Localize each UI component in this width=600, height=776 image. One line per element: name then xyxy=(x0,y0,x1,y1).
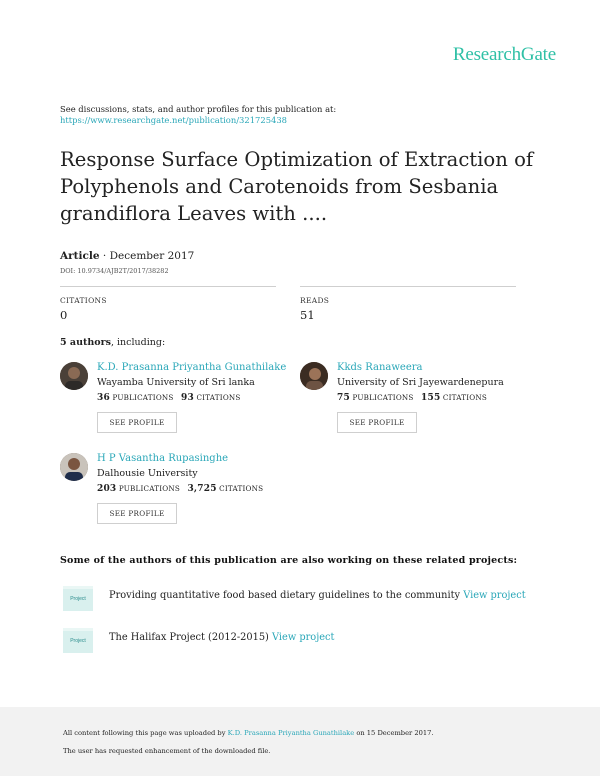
project-icon: Project xyxy=(63,586,93,611)
related-projects-heading: Some of the authors of this publication are also working on these related projects: xyxy=(60,555,518,566)
author-stats xyxy=(97,393,241,403)
researchgate-logo[interactable]: ResearchGate xyxy=(452,44,556,65)
authors-suffix: , including: xyxy=(110,337,166,348)
author-publications-count: 36 xyxy=(97,393,110,403)
discussion-note xyxy=(60,104,336,126)
project-title: The Halifax Project (2012-2015) xyxy=(109,632,269,643)
publication-meta xyxy=(60,250,194,262)
see-profile-button[interactable]: SEE PROFILE xyxy=(97,412,177,433)
publication-date: · December 2017 xyxy=(99,250,195,262)
doi: DOI: 10.9734/AJB2T/2017/38282 xyxy=(60,267,169,275)
project-text xyxy=(109,632,334,643)
author-name[interactable]: K.D. Prasanna Priyantha Gunathilake xyxy=(97,362,287,373)
author-citations-label: CITATIONS xyxy=(219,484,264,493)
citations-value: 0 xyxy=(60,308,68,322)
upload-suffix: on 15 December 2017. xyxy=(356,729,434,737)
reads-label: READS xyxy=(300,296,330,305)
author-name[interactable]: Kkds Ranaweera xyxy=(337,362,423,373)
citations-stat xyxy=(60,286,276,322)
discussion-text: See discussions, stats, and author profiles for this publication at: xyxy=(60,104,337,114)
publication-title: Response Surface Optimization of Extraction of Polyphenols and Carotenoids from Sesbania grandiflora Leaves with .... xyxy=(60,148,534,225)
view-project-link[interactable]: View project xyxy=(463,590,526,601)
author-institution: Dalhousie University xyxy=(97,468,198,479)
author-institution: Wayamba University of Sri lanka xyxy=(97,377,255,388)
author-publications-count: 75 xyxy=(337,393,350,403)
author-citations-label: CITATIONS xyxy=(442,393,487,402)
author-institution: University of Sri Jayewardenepura xyxy=(337,377,504,388)
author-citations-count: 93 xyxy=(181,393,194,403)
reads-value: 51 xyxy=(300,308,315,322)
enhancement-note: The user has requested enhancement of the downloaded file. xyxy=(63,747,271,755)
author-publications-label: PUBLICATIONS xyxy=(118,484,180,493)
authors-heading xyxy=(60,337,165,348)
uploader-link[interactable]: K.D. Prasanna Priyantha Gunathilake xyxy=(227,729,355,737)
author-stats xyxy=(337,393,487,403)
project-icon: Project xyxy=(63,628,93,653)
view-project-link[interactable]: View project xyxy=(272,632,335,643)
author-name[interactable]: H P Vasantha Rupasinghe xyxy=(97,453,229,464)
author-publications-label: PUBLICATIONS xyxy=(112,393,174,402)
reads-stat xyxy=(300,286,516,322)
project-text xyxy=(109,590,526,601)
upload-prefix: All content following this page was uploaded by xyxy=(63,729,226,737)
author-stats xyxy=(97,484,263,494)
upload-note xyxy=(63,729,434,737)
author-citations-count: 155 xyxy=(421,393,441,403)
author-citations-count: 3,725 xyxy=(187,484,217,494)
footer xyxy=(0,707,600,776)
project-title: Providing quantitative food based dietary guidelines to the community xyxy=(109,590,461,601)
author-publications-count: 203 xyxy=(97,484,117,494)
avatar[interactable] xyxy=(60,362,88,390)
see-profile-button[interactable]: SEE PROFILE xyxy=(337,412,417,433)
authors-count: 5 authors xyxy=(60,337,111,348)
avatar[interactable] xyxy=(60,453,88,481)
author-citations-label: CITATIONS xyxy=(196,393,241,402)
citations-label: CITATIONS xyxy=(60,296,107,305)
see-profile-button[interactable]: SEE PROFILE xyxy=(97,503,177,524)
publication-type: Article xyxy=(60,250,100,262)
author-publications-label: PUBLICATIONS xyxy=(352,393,414,402)
publication-link[interactable]: https://www.researchgate.net/publication/321725438 xyxy=(60,115,288,125)
avatar[interactable] xyxy=(300,362,328,390)
